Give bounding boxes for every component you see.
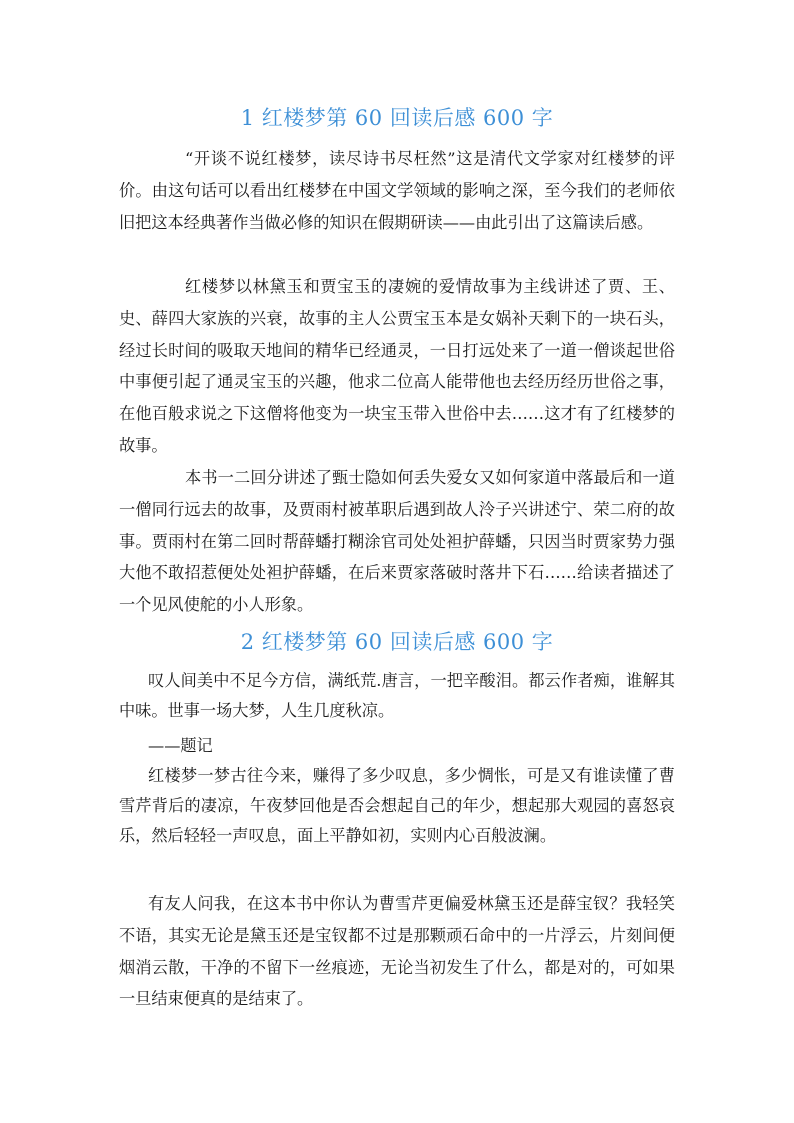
section2-title: 2 红楼梦第 60 回读后感 600 字 <box>240 630 554 654</box>
section2-paragraph-3: 有友人问我，在这本书中你认为曹雪芹更偏爱林黛玉还是薛宝钗？我轻笑不语，其实无论是黛玉还是宝钗都不过是那颗顽石命中的一片浮云，片刻间便烟消云散，干净的不留下一丝痕迹，无论当初发生了什么，都是对的，可如果一旦结束便真的是结束了。 <box>119 894 675 1009</box>
section1-paragraph-3: 本书一二回分讲述了甄士隐如何丢失爱女又如何家道中落最后和一道一僧同行远去的故事，及贾雨村被革职后遇到故人泠子兴讲述宁、荣二府的故事。贾雨村在第二回时帮薛蟠打糊涂官司处处袒护薛蟠，只因当时贾家势力强大他不敢招惹便处处袒护薛蟠，在后来贾家落破时落井下石……给读者描述了一个见风使舵的小人形象。 <box>119 468 675 615</box>
section1-title: 1 红楼梦第 60 回读后感 600 字 <box>240 106 554 130</box>
section1-paragraph-1: “开谈不说红楼梦，读尽诗书尽枉然”这是清代文学家对红楼梦的评价。由这句话可以看出红楼梦在中国文学领域的影响之深，至今我们的老师依旧把这本经典著作当做必修的知识在假期研读——由此引出了这篇读后感。 <box>119 149 675 232</box>
section1-paragraph-2: 红楼梦以林黛玉和贾宝玉的凄婉的爱情故事为主线讲述了贾、王、史、薛四大家族的兴衰，故事的主人公贾宝玉本是女娲补天剩下的一块石头，经过长时间的吸取天地间的精华已经通灵，一日打远处来了一道一僧谈起世俗中事便引起了通灵宝玉的兴趣，他求二位高人能带他也去经历经历世俗之事，在他百般求说之下这僧将他变为一块宝玉带入世俗中去……这才有了红楼梦的故事。 <box>119 277 675 455</box>
section2-paragraph-1: 叹人间美中不足今方信，满纸荒.唐言，一把辛酸泪。都云作者痴，谁解其中味。世事一场大梦，人生几度秋凉。 <box>119 671 675 720</box>
section2-paragraph-2: 红楼梦一梦古往今来，赚得了多少叹息，多少惆怅，可是又有谁读懂了曹雪芹背后的凄凉，午夜梦回他是否会想起自己的年少，想起那大观园的喜怒哀乐，然后轻轻一声叹息，面上平静如初，实则内心百般波澜。 <box>119 766 675 845</box>
section2-epigraph-attribution: ——题记 <box>148 736 213 755</box>
